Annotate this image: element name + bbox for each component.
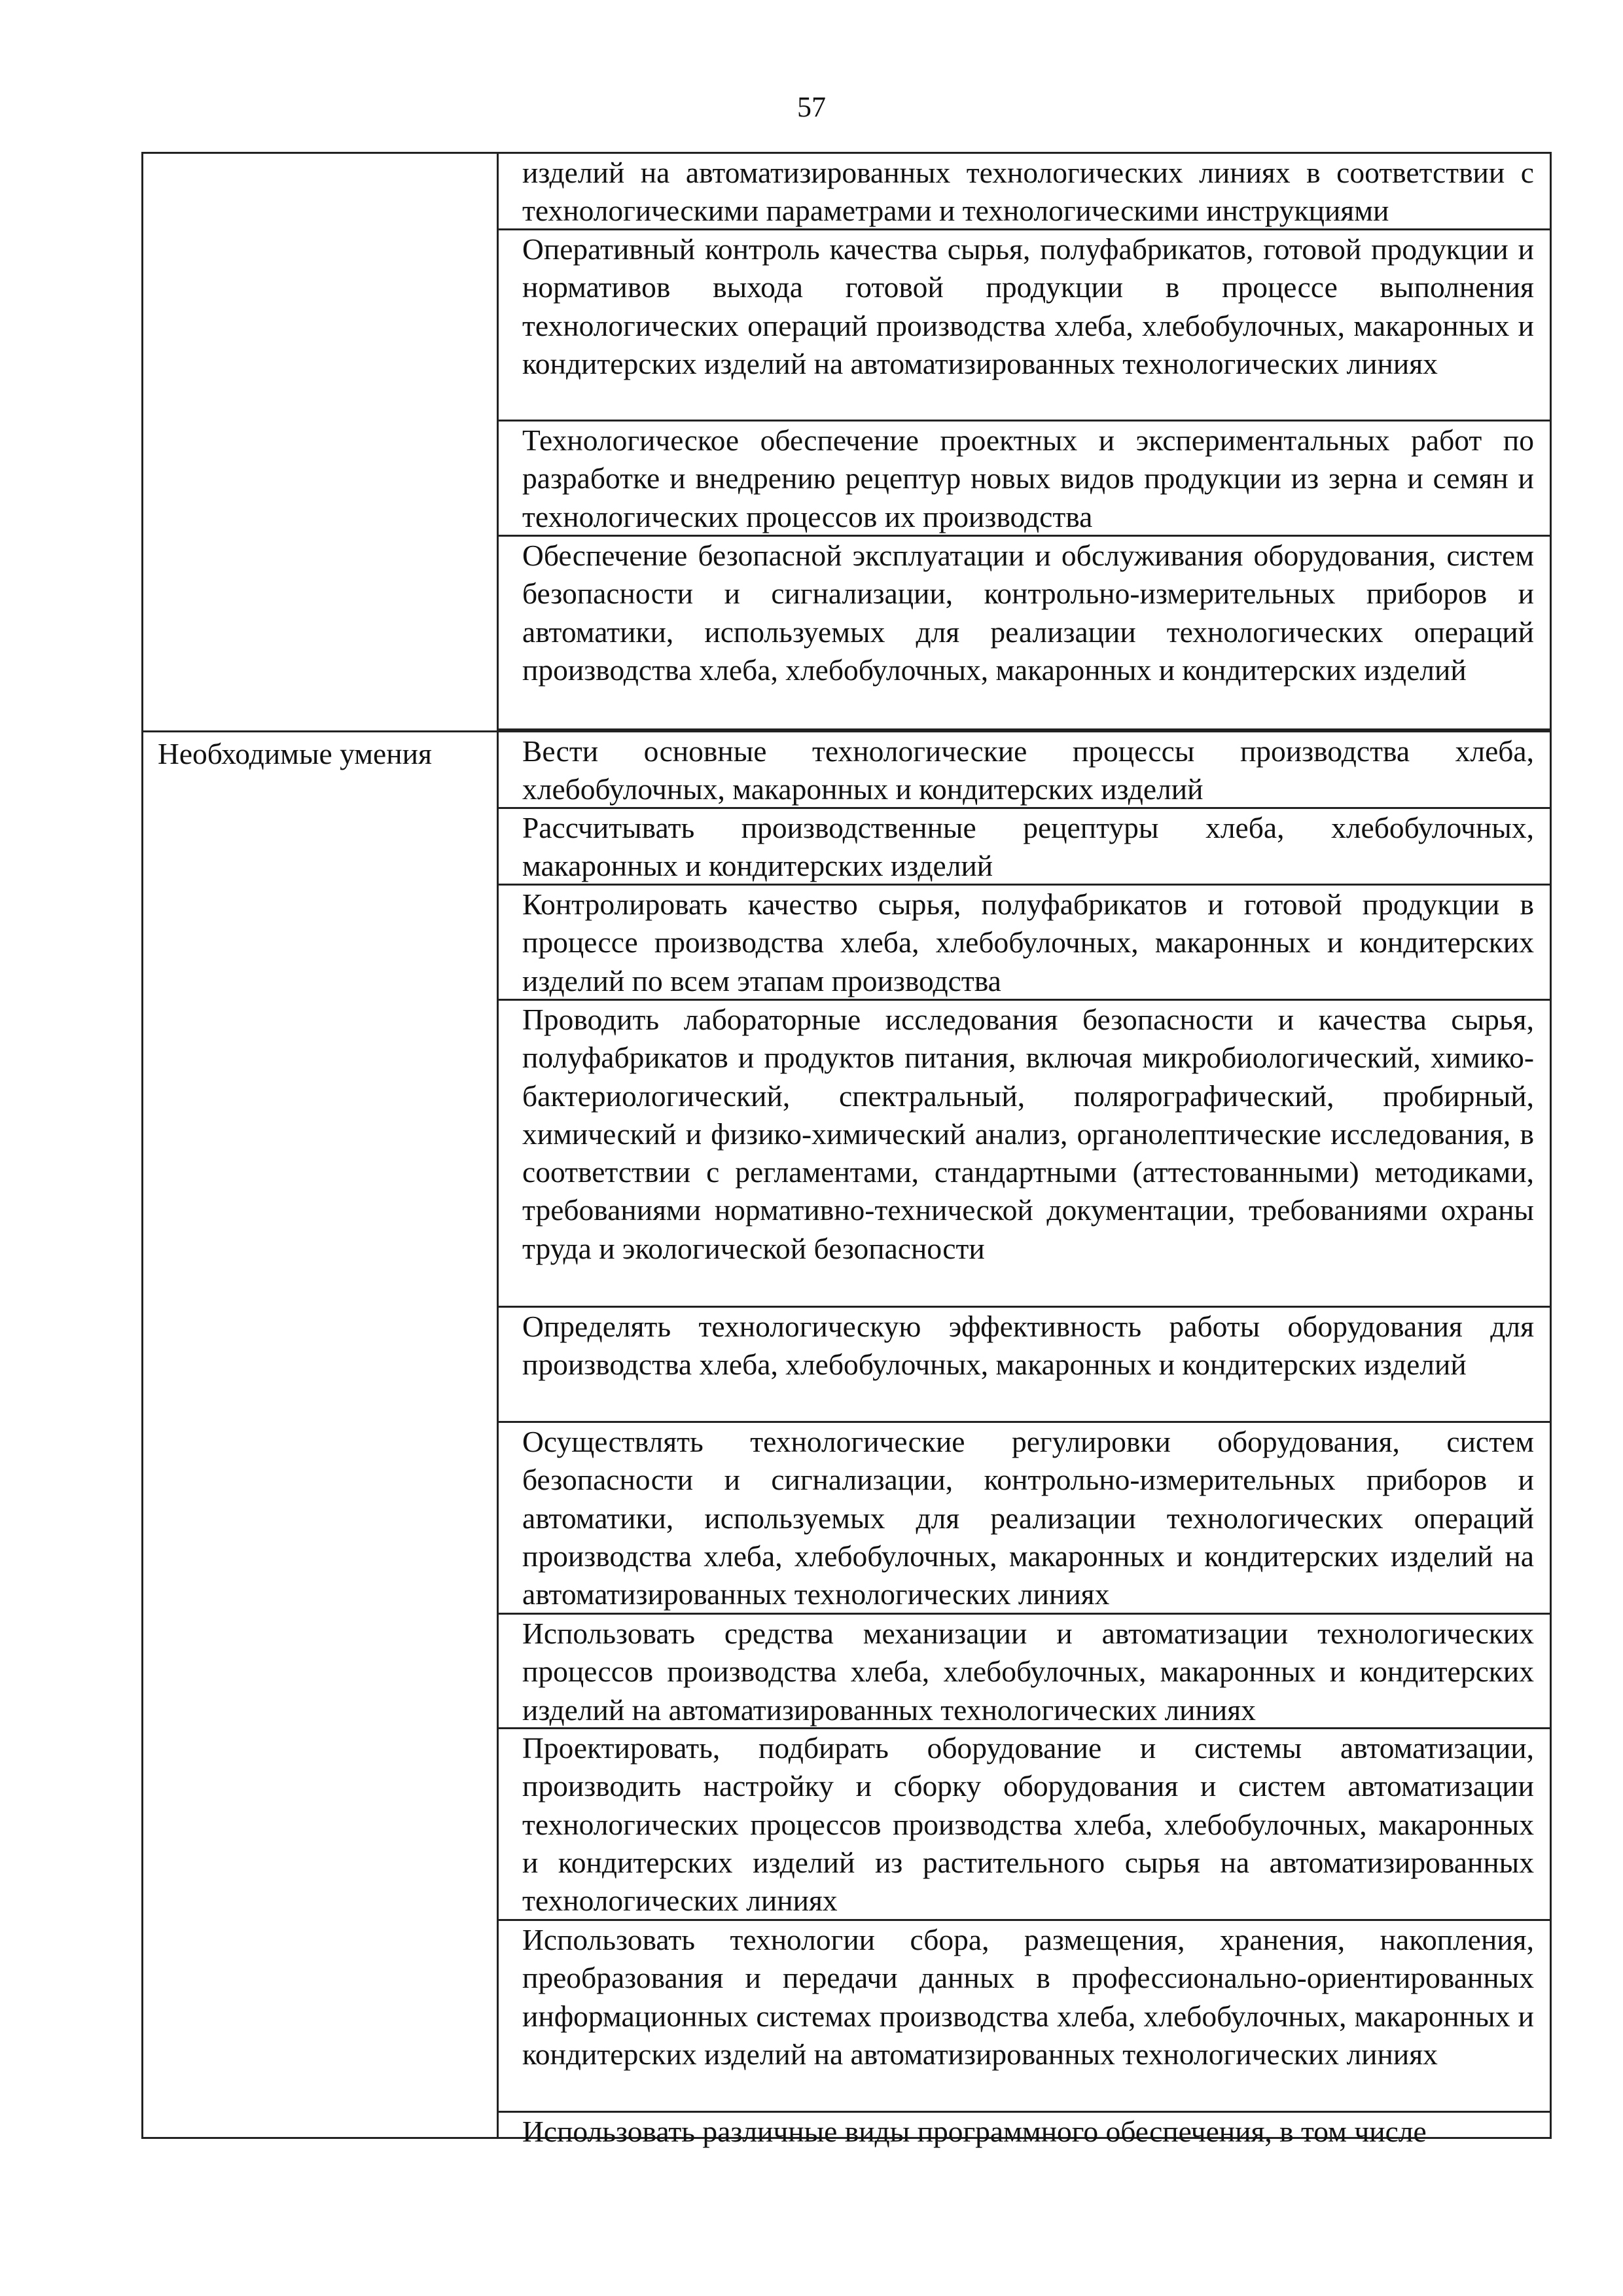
row-text: Вести основные технологические процессы производства хлеба, хлебобулочных, макаронных и кондитерских изделий	[522, 734, 1534, 806]
table-row	[499, 154, 1550, 230]
table-row	[499, 886, 1550, 1001]
row-text: Оперативный контроль качества сырья, полуфабрикатов, готовой продукции и нормативов выхода готовой продукции в процессе выполнения технологических операций производства хлеба, хлебобулочных, макаронных и кондитерских изделий на автоматизированных технологических линиях	[522, 232, 1534, 380]
table-row	[499, 2113, 1550, 2148]
table-row	[499, 422, 1550, 537]
table-row	[499, 1729, 1550, 1921]
table-row	[499, 1308, 1550, 1423]
row-text: Осуществлять технологические регулировки оборудования, систем безопасности и сигнализации, контрольно-измерительных приборов и автоматики, используемых для реализации технологических операций производства хлеба, хлебобулочных, макаронных и кондитерских изделий на автоматизированных технологических линиях	[522, 1425, 1534, 1611]
row-text: Использовать различные виды программного обеспечения, в том числе	[522, 2115, 1427, 2148]
row-text: изделий на автоматизированных технологических линиях в соответствии с технологическими параметрами и технологическими инструкциями	[522, 156, 1534, 228]
table-row	[499, 732, 1550, 809]
page-number: 57	[797, 91, 826, 123]
row-label-skills: Необходимые умения	[158, 737, 432, 770]
row-text: Проводить лабораторные исследования безопасности и качества сырья, полуфабрикатов и продуктов питания, включая микробиологический, химико-бактериологический, спектральный, полярографический, пробирный, химический и физико-химический анализ, органолептические исследования, в соответствии с регламентами, стандартными (аттестованными) методиками, требованиями нормативно-технической документации, требованиями охраны труда и экологической безопасности	[522, 1003, 1534, 1265]
table-row	[499, 809, 1550, 886]
row-text: Технологическое обеспечение проектных и экспериментальных работ по разработке и внедрению рецептур новых видов продукции из зерна и семян и технологических процессов их производства	[522, 423, 1534, 533]
table-row	[499, 1001, 1550, 1308]
table-row	[499, 1423, 1550, 1615]
row-text: Определять технологическую эффективность работы оборудования для производства хлеба, хлебобулочных, макаронных и кондитерских изделий	[522, 1310, 1534, 1382]
competency-table	[141, 152, 1552, 2148]
table-row	[499, 1615, 1550, 1729]
row-text: Обеспечение безопасной эксплуатации и обслуживания оборудования, систем безопасности и сигнализации, контрольно-измерительных приборов и автоматики, используемых для реализации технологических операций производства хлеба, хлебобулочных, макаронных и кондитерских изделий	[522, 539, 1534, 687]
row-text: Использовать средства механизации и автоматизации технологических процессов производства хлеба, хлебобулочных, макаронных и кондитерских изделий на автоматизированных технологических линиях	[522, 1617, 1534, 1727]
row-text: Проектировать, подбирать оборудование и системы автоматизации, производить настройку и сборку оборудования и систем автоматизации технологических процессов производства хлеба, хлебобулочных, макаронных и кондитерских изделий из растительного сырья на автоматизированных технологических линиях	[522, 1731, 1534, 1918]
table-row	[499, 230, 1550, 422]
table-row	[499, 537, 1550, 730]
row-text: Рассчитывать производственные рецептуры хлеба, хлебобулочных, макаронных и кондитерских изделий	[522, 811, 1534, 883]
row-text: Использовать технологии сбора, размещения, хранения, накопления, преобразования и передачи данных в профессионально-ориентированных информационных системах производства хлеба, хлебобулочных, макаронных и кондитерских изделий на автоматизированных технологических линиях	[522, 1923, 1534, 2071]
table-row	[499, 1921, 1550, 2113]
row-text: Контролировать качество сырья, полуфабрикатов и готовой продукции в процессе производства хлеба, хлебобулочных, макаронных и кондитерских изделий по всем этапам производства	[522, 888, 1534, 997]
